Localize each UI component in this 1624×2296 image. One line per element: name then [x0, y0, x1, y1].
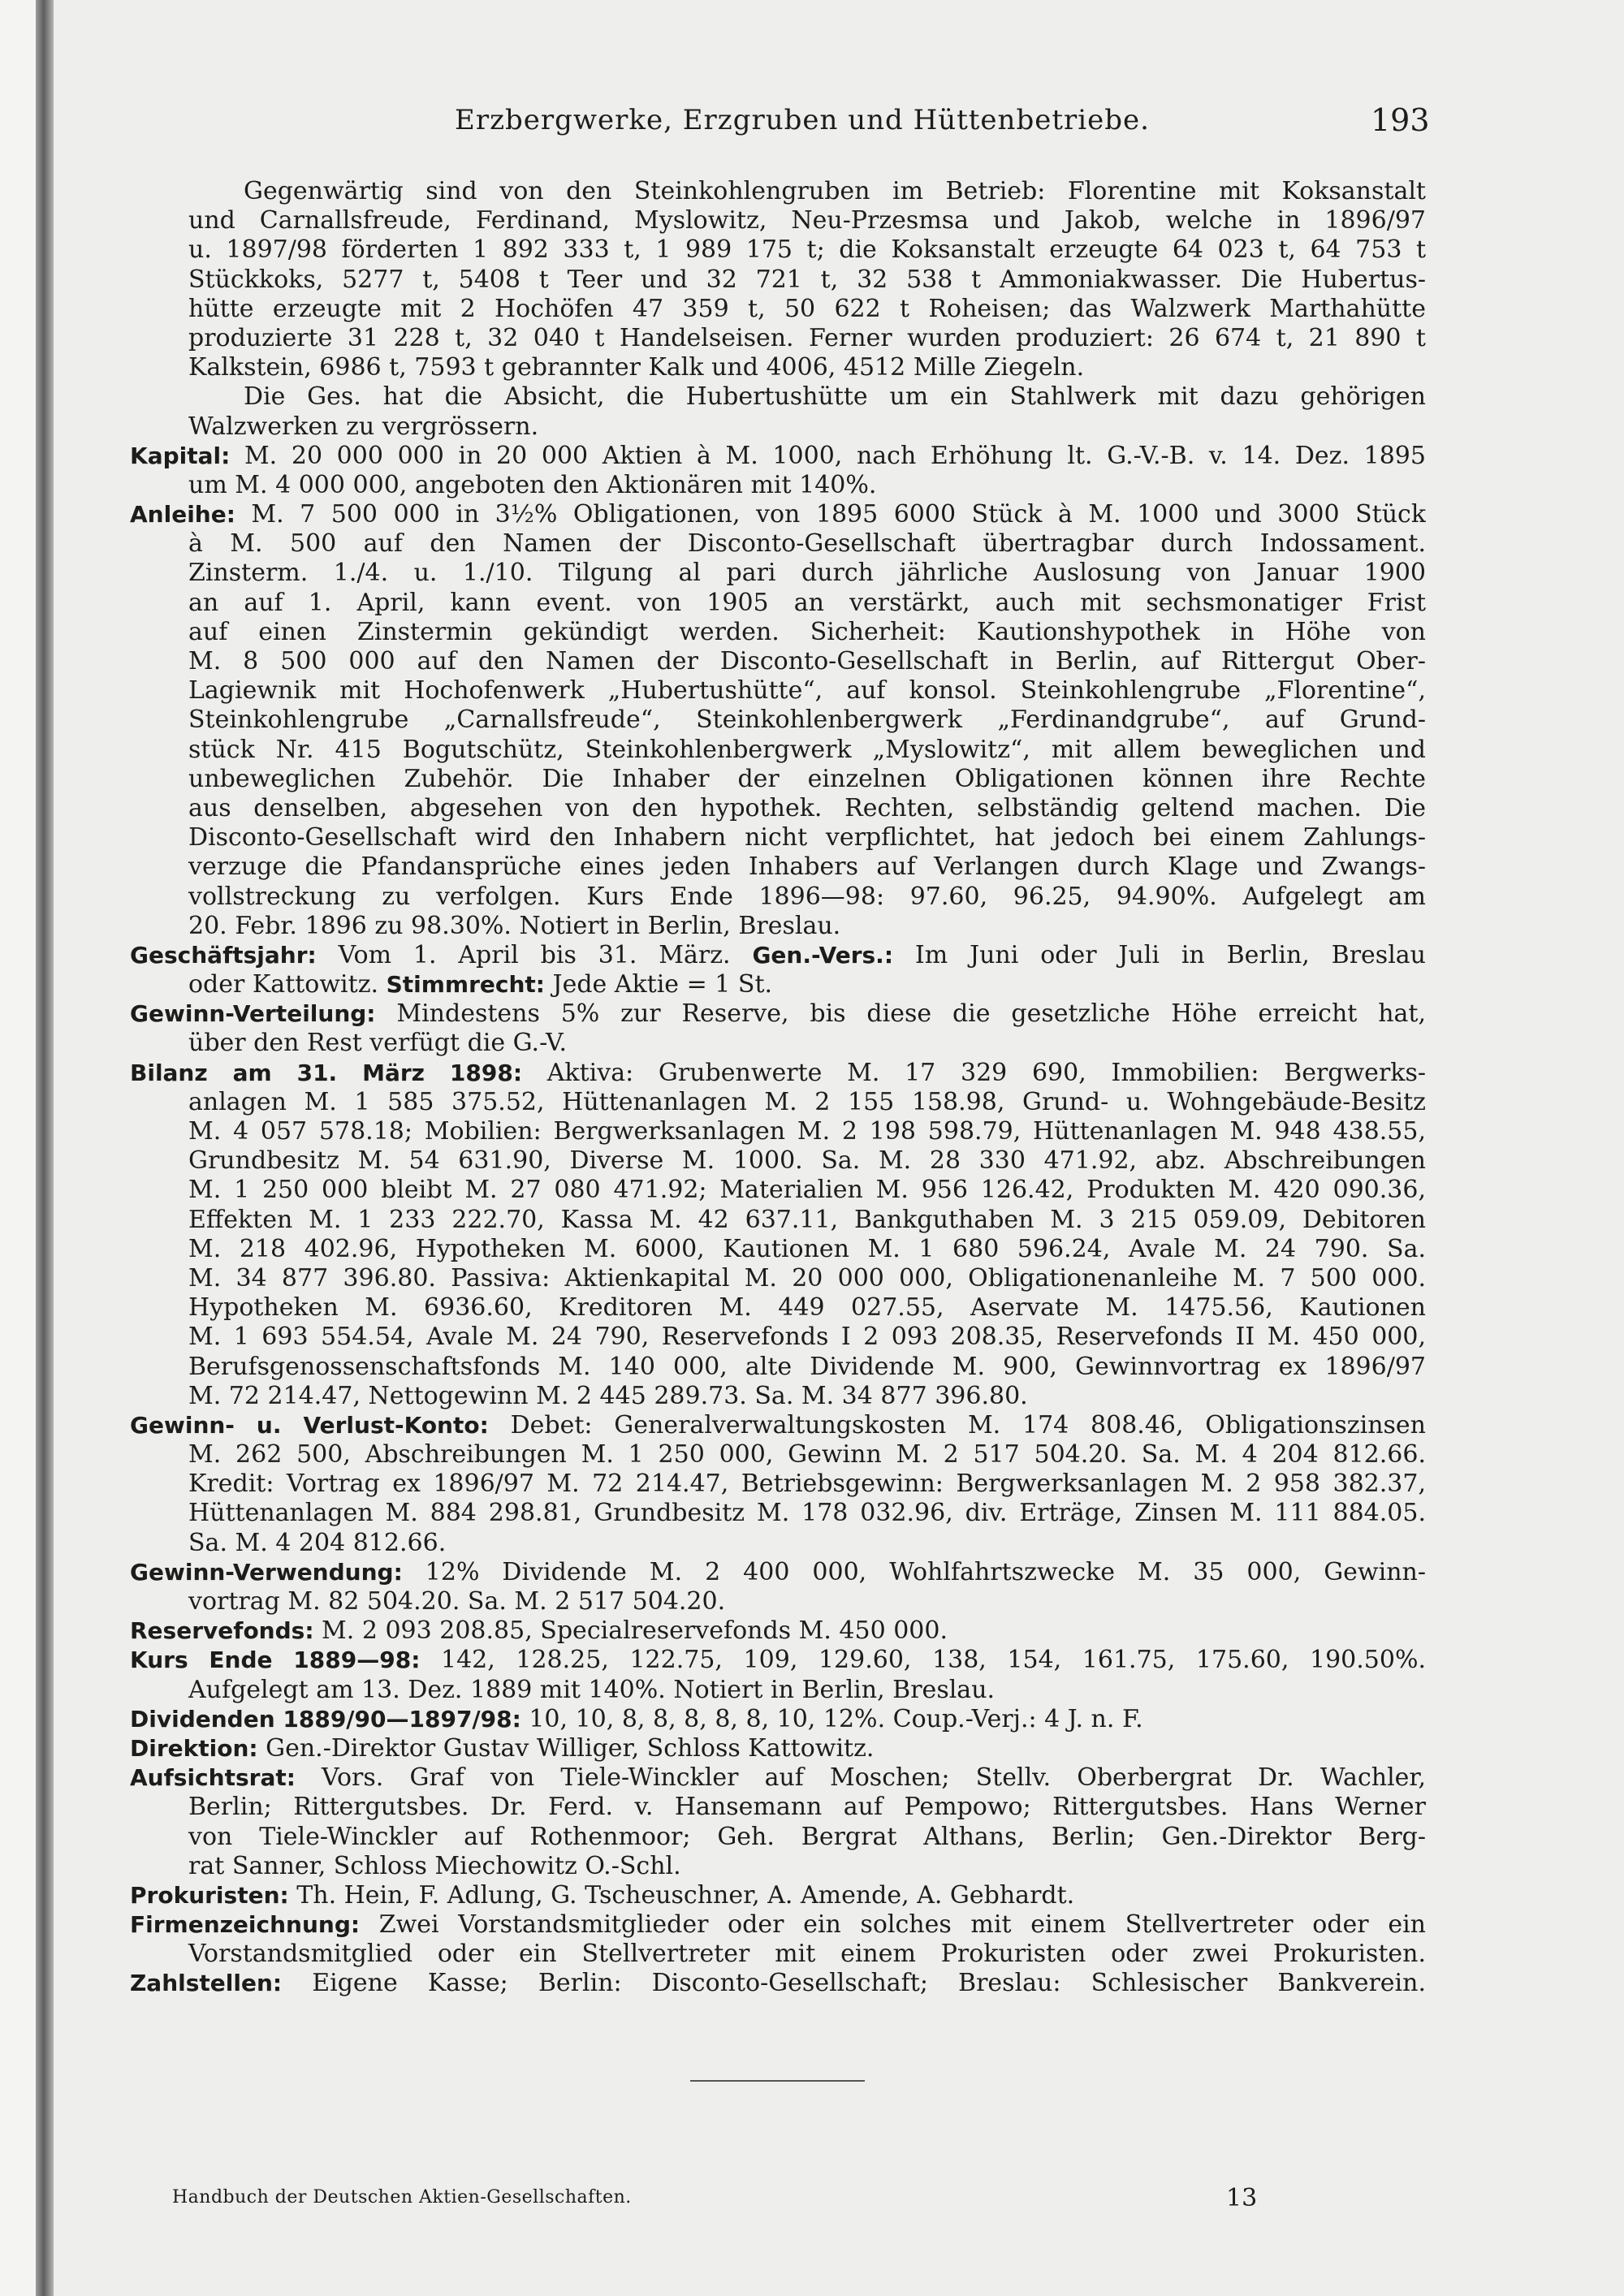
- line-text: Grundbesitz M. 54 631.90, Diverse M. 1000. Sa. M. 28 330 471.92, abz. Abschreibungen: [188, 1146, 1426, 1176]
- text-line: [130, 1382, 1426, 1411]
- line-text: anlagen M. 1 585 375.52, Hüttenanlagen M. 2 155 158.98, Grund- u. Wohngebäude-Besitz: [188, 1087, 1426, 1116]
- line-text: und Carnallsfreude, Ferdinand, Myslowitz, Neu-Przesmsa und Jakob, welche in 1896/97: [188, 206, 1426, 235]
- text-line: [130, 618, 1426, 647]
- text-line: [130, 382, 1426, 412]
- line-text: Debet: Generalverwaltungskosten M. 174 808.46, Obligationszinsen: [488, 1410, 1426, 1439]
- line-text: produzierte 31 228 t, 32 040 t Handelseisen. Ferner wurden produziert: 26 674 t, 21 890 t: [188, 323, 1426, 352]
- text-line: [130, 500, 1426, 529]
- line-text: Mindestens 5% zur Reserve, bis diese die gesetzliche Höhe erreicht hat,: [375, 999, 1426, 1029]
- line-text: verzuge die Pfandansprüche eines jeden Inhabers auf Verlangen durch Klage und Zwangs-: [188, 852, 1426, 882]
- line-text: unbeweglichen Zubehör. Die Inhaber der einzelnen Obligationen können ihre Rechte: [188, 764, 1426, 793]
- text-line: [130, 706, 1426, 735]
- text-line: [130, 852, 1426, 882]
- text-line: [130, 1440, 1426, 1470]
- text-line: [130, 471, 1426, 500]
- text-line: [130, 1146, 1426, 1176]
- line-text: M. 4 057 578.18; Mobilien: Bergwerksanlagen M. 2 198 598.79, Hüttenanlagen M. 948 438.55,: [188, 1117, 1426, 1146]
- text-line: [130, 295, 1426, 324]
- text-line: [130, 1411, 1426, 1440]
- text-line: [130, 1616, 1426, 1646]
- line-text: auf einen Zinstermin gekündigt werden. Sicherheit: Kautionshypothek in Höhe von: [188, 617, 1426, 646]
- line-text: Berufsgenossenschaftsfonds M. 140 000, alte Dividende M. 900, Gewinnvortrag ex 1896/97: [188, 1352, 1426, 1381]
- line-text: vollstreckung zu verfolgen. Kurs Ende 1896—98: 97.60, 96.25, 94.90%. Aufgelegt am: [188, 882, 1426, 911]
- line-text: 10, 10, 8, 8, 8, 8, 8, 10, 12%. Coup.-Verj.: 4 J. n. F.: [520, 1704, 1143, 1733]
- running-title: Erzbergwerke, Erzgruben und Hüttenbetriebe.: [455, 104, 1150, 136]
- text-line: [130, 1206, 1426, 1235]
- line-text: M. 8 500 000 auf den Namen der Disconto-Gesellschaft in Berlin, auf Rittergut Ober-: [188, 647, 1426, 675]
- section-keyword: Dividenden 1889/90—1897/98:: [130, 1705, 521, 1733]
- line-text: oder Kattowitz.: [188, 970, 387, 999]
- text-line: [130, 442, 1426, 471]
- page-margin: [0, 0, 36, 2296]
- text-line: [130, 1881, 1426, 1910]
- line-text: über den Rest verfügt die G.-V.: [188, 1029, 567, 1058]
- line-text: Walzwerken zu vergrössern.: [188, 412, 539, 441]
- line-text: vortrag M. 82 504.20. Sa. M. 2 517 504.20.: [188, 1587, 726, 1616]
- line-text: Lagiewnik mit Hochofenwerk „Hubertushütte“, auf konsol. Steinkohlengrube „Florentine“,: [188, 676, 1426, 706]
- line-text: 20. Febr. 1896 zu 98.30%. Notiert in Berlin, Breslau.: [188, 911, 841, 940]
- article-body: [130, 177, 1426, 1999]
- line-text: aus denselben, abgesehen von den hypothek. Rechten, selbständig geltend machen. Die: [188, 793, 1426, 822]
- line-text: Hüttenanlagen M. 884 298.81, Grundbesitz M. 178 032.96, div. Erträge, Zinsen M. 111 884.05.: [188, 1499, 1426, 1528]
- line-text: Th. Hein, F. Adlung, G. Tscheuschner, A. Amende, A. Gebhardt.: [288, 1880, 1075, 1910]
- line-text: stück Nr. 415 Bogutschütz, Steinkohlenbergwerk „Myslowitz“, mit allem beweglichen und: [188, 735, 1426, 764]
- text-line: [130, 736, 1426, 765]
- line-text: Aktiva: Grubenwerte M. 17 329 690, Immobilien: Bergwerks-: [522, 1058, 1426, 1087]
- line-text: Steinkohlengrube „Carnallsfreude“, Steinkohlenbergwerk „Ferdinandgrube“, auf Grund-: [188, 706, 1426, 735]
- text-line: [130, 1264, 1426, 1293]
- line-text: M. 34 877 396.80. Passiva: Aktienkapital M. 20 000 000, Obligationenanleihe M. 7 500 000.: [188, 1263, 1426, 1293]
- line-text: Sa. M. 4 204 812.66.: [188, 1528, 447, 1557]
- text-line: [130, 765, 1426, 794]
- line-text: Zwei Vorstandsmitglieder oder ein solches mit einem Stellvertreter oder ein: [360, 1910, 1426, 1940]
- line-text: Zinsterm. 1./4. u. 1./10. Tilgung al pari durch jährliche Auslosung von Januar 1900: [188, 559, 1426, 588]
- line-text: Stückkoks, 5277 t, 5408 t Teer und 32 721 t, 32 538 t Ammoniakwasser. Die Hubertus-: [188, 265, 1426, 294]
- text-line: [130, 883, 1426, 912]
- text-line: [130, 1793, 1426, 1822]
- text-line: [130, 1823, 1426, 1852]
- line-text: Vorstandsmitglied oder ein Stellvertreter mit einem Prokuristen oder zwei Prokuristen.: [188, 1940, 1426, 1969]
- text-line: [130, 1587, 1426, 1616]
- text-line: [130, 1029, 1426, 1058]
- text-line: [130, 1969, 1426, 1998]
- line-text: M. 262 500, Abschreibungen M. 1 250 000, Gewinn M. 2 517 504.20. Sa. M. 4 204 812.66.: [188, 1440, 1426, 1470]
- line-text: Berlin; Rittergutsbes. Dr. Ferd. v. Hansemann auf Pempowo; Rittergutsbes. Hans Werner: [188, 1793, 1426, 1822]
- line-text: rat Sanner, Schloss Miechowitz O.-Schl.: [188, 1851, 681, 1880]
- text-line: [130, 1852, 1426, 1881]
- line-text: u. 1897/98 förderten 1 892 333 t, 1 989 175 t; die Koksanstalt erzeugte 64 023 t, 64 753 t: [188, 235, 1426, 265]
- line-text: M. 1 693 554.54, Avale M. 24 790, Reservefonds I 2 093 208.35, Reservefonds II M. 450 000,: [188, 1323, 1426, 1352]
- footer-signature-mark: 13: [1226, 2184, 1258, 2212]
- book-gutter-edge: [36, 0, 54, 2296]
- section-keyword: Anleihe:: [130, 501, 235, 529]
- text-line: [130, 647, 1426, 676]
- text-line: [130, 1558, 1426, 1587]
- text-line: [130, 529, 1426, 559]
- section-keyword: Firmenzeichnung:: [130, 1911, 361, 1939]
- line-text: Vom 1. April bis 31. März.: [316, 940, 753, 969]
- line-text: M. 20 000 000 in 20 000 Aktien à M. 1000, nach Erhöhung lt. G.-V.-B. v. 14. Dez. 1895: [230, 441, 1426, 470]
- section-keyword: Kapital:: [130, 442, 231, 469]
- text-line: [130, 559, 1426, 588]
- text-line: [130, 353, 1426, 382]
- text-line: [130, 177, 1426, 206]
- text-line: [130, 794, 1426, 823]
- text-line: [130, 676, 1426, 706]
- text-line: [130, 1235, 1426, 1264]
- separator-rule: [690, 2080, 865, 2082]
- text-line: [130, 1705, 1426, 1734]
- section-keyword: Gewinn- u. Verlust-Konto:: [130, 1411, 489, 1439]
- line-text: 142, 128.25, 122.75, 109, 129.60, 138, 154, 161.75, 175.60, 190.50%.: [420, 1646, 1426, 1675]
- text-line: [130, 1734, 1426, 1763]
- text-line: [130, 235, 1426, 265]
- line-text: an auf 1. April, kann event. von 1905 an verstärkt, auch mit sechsmonatiger Frist: [188, 588, 1426, 617]
- text-line: [130, 912, 1426, 941]
- text-line: [130, 265, 1426, 295]
- line-text: Jede Aktie = 1 St.: [545, 970, 773, 999]
- line-text: M. 218 402.96, Hypotheken M. 6000, Kautionen M. 1 680 596.24, Avale M. 24 790. Sa.: [188, 1234, 1426, 1263]
- page-number: 193: [1371, 102, 1430, 138]
- line-text: M. 7 500 000 in 3½% Obligationen, von 1895 6000 Stück à M. 1000 und 3000 Stück: [235, 500, 1426, 529]
- section-keyword: Gewinn-Verwendung:: [130, 1558, 403, 1586]
- line-text: à M. 500 auf den Namen der Disconto-Gesellschaft übertragbar durch Indossament.: [188, 529, 1426, 559]
- text-line: [130, 1763, 1426, 1793]
- text-line: [130, 1499, 1426, 1528]
- text-line: [130, 1529, 1426, 1558]
- text-line: [130, 970, 1426, 999]
- section-keyword: Direktion:: [130, 1734, 258, 1762]
- section-keyword: Zahlstellen:: [130, 1970, 283, 1997]
- line-text: Aufgelegt am 13. Dez. 1889 mit 140%. Notiert in Berlin, Breslau.: [188, 1675, 996, 1704]
- section-keyword: Geschäftsjahr:: [130, 941, 317, 969]
- text-line: [130, 324, 1426, 353]
- line-text: um M. 4 000 000, angeboten den Aktionären mit 140%.: [188, 470, 877, 499]
- text-line: [130, 1910, 1426, 1940]
- text-line: [130, 1293, 1426, 1323]
- section-keyword: Stimmrecht:: [386, 971, 545, 999]
- line-text: Im Juni oder Juli in Berlin, Breslau: [893, 940, 1426, 969]
- section-keyword: Gewinn-Verteilung:: [130, 1000, 376, 1028]
- line-text: von Tiele-Winckler auf Rothenmoor; Geh. Bergrat Althans, Berlin; Gen.-Direktor Berg-: [188, 1822, 1426, 1851]
- text-line: [130, 823, 1426, 852]
- text-line: [130, 1117, 1426, 1146]
- text-line: [130, 1059, 1426, 1088]
- text-line: [130, 412, 1426, 442]
- line-text: M. 2 093 208.85, Specialreservefonds M. 450 000.: [313, 1616, 948, 1646]
- text-line: [130, 1323, 1426, 1352]
- text-line: [130, 1470, 1426, 1499]
- line-text: Kalkstein, 6986 t, 7593 t gebrannter Kalk und 4006, 4512 Mille Ziegeln.: [188, 353, 1085, 382]
- text-line: [130, 589, 1426, 618]
- line-text: Eigene Kasse; Berlin: Disconto-Gesellschaft; Breslau: Schlesischer Bankverein.: [282, 1969, 1426, 1998]
- text-line: [130, 1088, 1426, 1117]
- text-line: [130, 999, 1426, 1029]
- text-line: [130, 206, 1426, 235]
- line-text: Kredit: Vortrag ex 1896/97 M. 72 214.47, Betriebsgewinn: Bergwerksanlagen M. 2 958 382.37,: [188, 1470, 1426, 1499]
- text-line: [130, 1353, 1426, 1382]
- line-text: 12% Dividende M. 2 400 000, Wohlfahrtszwecke M. 35 000, Gewinn-: [402, 1557, 1426, 1586]
- section-keyword: Aufsichtsrat:: [130, 1764, 296, 1792]
- line-text: Die Ges. hat die Absicht, die Hubertushütte um ein Stahlwerk mit dazu gehörigen: [244, 382, 1426, 412]
- section-keyword: Prokuristen:: [130, 1881, 289, 1909]
- section-keyword: Kurs Ende 1889—98:: [130, 1646, 421, 1674]
- line-text: Disconto-Gesellschaft wird den Inhabern nicht verpflichtet, hat jedoch bei einem Zahlungs-: [188, 823, 1426, 852]
- text-line: [130, 1940, 1426, 1969]
- text-line: [130, 941, 1426, 970]
- line-text: Vors. Graf von Tiele-Winckler auf Moschen; Stellv. Oberbergrat Dr. Wachler,: [295, 1763, 1426, 1793]
- section-keyword: Gen.-Vers.:: [752, 941, 894, 969]
- section-keyword: Reservefonds:: [130, 1617, 314, 1645]
- section-keyword: Bilanz am 31. März 1898:: [130, 1059, 523, 1086]
- text-line: [130, 1676, 1426, 1705]
- line-text: M. 1 250 000 bleibt M. 27 080 471.92; Materialien M. 956 126.42, Produkten M. 420 090.36,: [188, 1176, 1426, 1205]
- line-text: Hypotheken M. 6936.60, Kreditoren M. 449 027.55, Aservate M. 1475.56, Kautionen: [188, 1293, 1426, 1323]
- line-text: M. 72 214.47, Nettogewinn M. 2 445 289.73. Sa. M. 34 877 396.80.: [188, 1381, 1028, 1410]
- line-text: Gegenwärtig sind von den Steinkohlengruben im Betrieb: Florentine mit Koksanstalt: [244, 177, 1426, 205]
- text-line: [130, 1176, 1426, 1205]
- footer-publication: Handbuch der Deutschen Aktien-Gesellschaften.: [172, 2187, 632, 2208]
- line-text: hütte erzeugte mit 2 Hochöfen 47 359 t, 50 622 t Roheisen; das Walzwerk Marthahütte: [188, 294, 1426, 323]
- text-line: [130, 1646, 1426, 1675]
- line-text: Gen.-Direktor Gustav Williger, Schloss Kattowitz.: [257, 1733, 875, 1763]
- line-text: Effekten M. 1 233 222.70, Kassa M. 42 637.11, Bankguthaben M. 3 215 059.09, Debitoren: [188, 1205, 1426, 1234]
